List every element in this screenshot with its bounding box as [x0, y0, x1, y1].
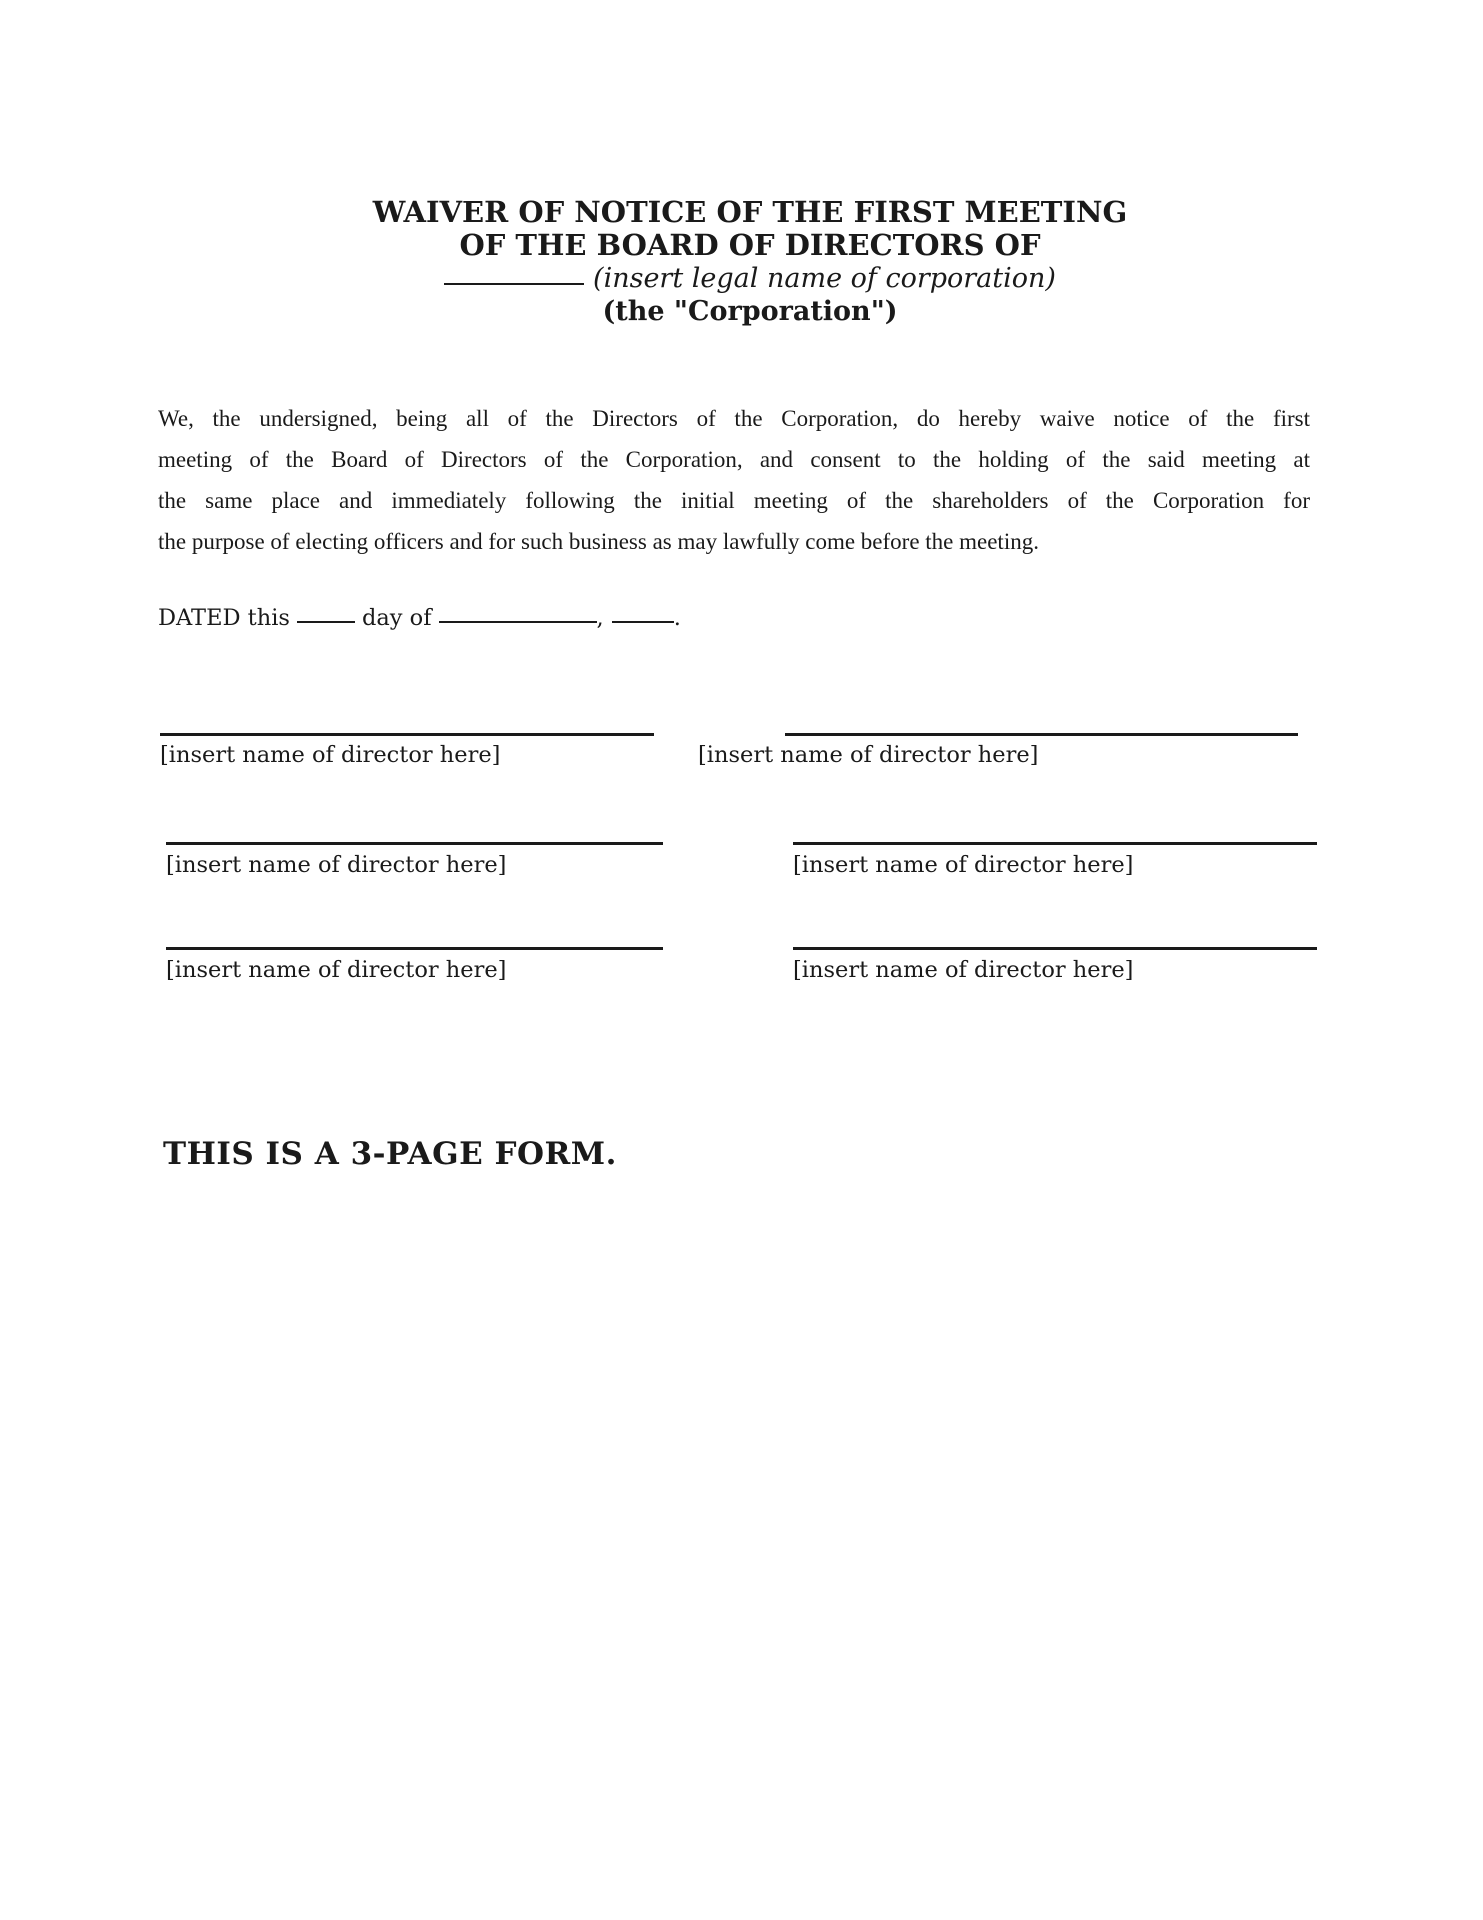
signature-line — [166, 842, 663, 845]
title-line-3 — [170, 262, 1330, 295]
dated-line — [158, 603, 681, 633]
dated-comma: , — [596, 605, 604, 631]
paragraph-line: the purpose of electing officers and for such business as may lawfully come before the meeting. — [158, 529, 1039, 554]
dated-prefix: DATED this — [158, 605, 290, 631]
title-line-1: WAIVER OF NOTICE OF THE FIRST MEETING — [372, 195, 1128, 229]
paragraph-line: meeting of the Board of Directors of the Corporation, and consent to the holding of the said meeting at — [158, 447, 1310, 472]
paragraph-line: the same place and immediately following the initial meeting of the shareholders of the Corporation for — [158, 488, 1310, 513]
corporation-name-note: (insert legal name of corporation) — [593, 263, 1056, 294]
signature-label: [insert name of director here] — [160, 742, 501, 768]
corporation-name-blank — [444, 283, 584, 285]
signature-line — [793, 842, 1317, 845]
signature-label: [insert name of director here] — [793, 852, 1134, 878]
dated-connector: day of — [361, 605, 432, 631]
page-count-note: THIS IS A 3-PAGE FORM. — [163, 1136, 617, 1172]
signature-line — [785, 733, 1298, 736]
signature-line — [793, 947, 1317, 950]
dated-month-blank — [439, 621, 597, 623]
signature-label: [insert name of director here] — [793, 957, 1134, 983]
dated-day-blank — [297, 621, 355, 623]
waiver-paragraph — [158, 398, 1310, 562]
dated-year-blank — [612, 621, 674, 623]
signature-line — [166, 947, 663, 950]
signature-label: [insert name of director here] — [166, 957, 507, 983]
document-title — [170, 196, 1330, 328]
signature-label: [insert name of director here] — [166, 852, 507, 878]
title-line-4: (the "Corporation") — [602, 296, 898, 327]
signature-line — [160, 733, 654, 736]
signature-label: [insert name of director here] — [698, 742, 1039, 768]
paragraph-line: We, the undersigned, being all of the Directors of the Corporation, do hereby waive notice of the first — [158, 406, 1310, 431]
title-line-2: OF THE BOARD OF DIRECTORS OF — [459, 228, 1041, 262]
dated-period: . — [673, 605, 681, 631]
